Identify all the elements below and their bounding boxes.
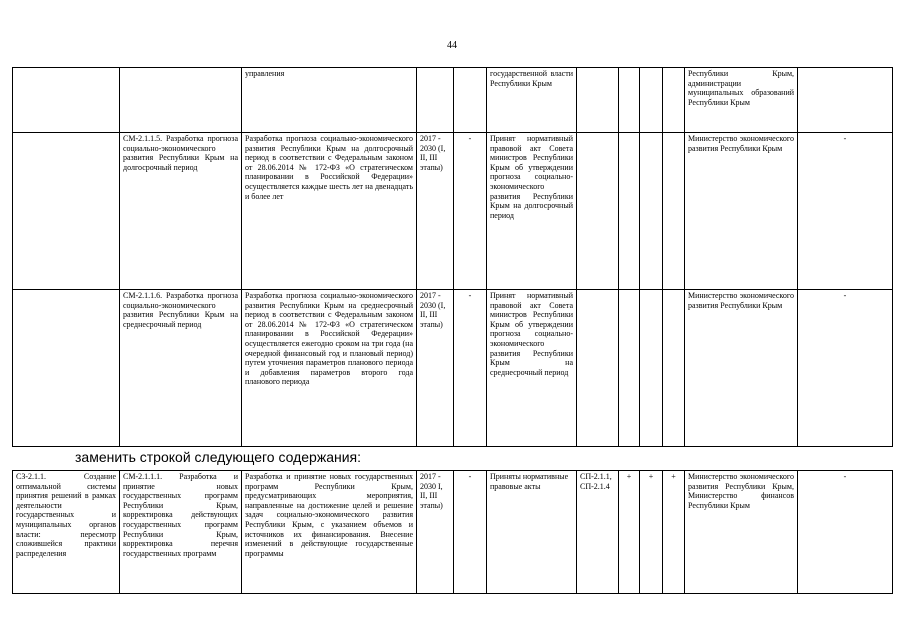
mark-cell-2: [640, 133, 663, 290]
result-cell: Принят нормативный правовой акт Совета министров Республики Крым об утверждении прогноза социально-экономического развития Республики Крым на среднесрочный период: [487, 290, 577, 447]
measure-cell: СМ-2.1.1.5. Разработка прогноза социально-экономического развития Республики Крым на долгосрочный период: [120, 133, 242, 290]
table-row: [13, 471, 893, 594]
mark-cell-3: [663, 68, 685, 133]
result-cell: Принят нормативный правовой акт Совета министров Республики Крым об утверждении прогноза социально-экономического развития Республики Крым на долгосрочный период: [487, 133, 577, 290]
result-cell: Приняты нормативные правовые акты: [487, 471, 577, 594]
program-code-cell: СП-2.1.1, СП-2.1.4: [577, 471, 619, 594]
plan-table-top: [12, 67, 893, 447]
mark-cell-3: +: [663, 471, 685, 594]
mark-cell-3: [663, 290, 685, 447]
description-cell: управления: [242, 68, 417, 133]
measure-cell: СМ-2.1.1.1. Разработка и принятие новых государственных программ Республики Крым, корректировка действующих государственных программ Республики Крым, корректировка перечня государственных программ: [120, 471, 242, 594]
table-row: [13, 290, 893, 447]
responsible-cell: Республики Крым, администрации муниципальных образований Республики Крым: [685, 68, 798, 133]
mark-cell-1: [619, 68, 640, 133]
stage-cell: -: [454, 133, 487, 290]
mark-cell-2: [640, 290, 663, 447]
page-number: 44: [447, 40, 457, 51]
responsible-cell: Министерство экономического развития Республики Крым: [685, 133, 798, 290]
goal-cell: СЗ-2.1.1. Создание оптимальной системы принятия решений в рамках деятельности государственных и муниципальных органов власти: пересмотр сложившейся практики распределения: [13, 471, 120, 594]
stage-cell: -: [454, 471, 487, 594]
measure-cell: СМ-2.1.1.6. Разработка прогноза социально-экономического развития Республики Крым на среднесрочный период: [120, 290, 242, 447]
responsible-cell: Министерство экономического развития Республики Крым: [685, 290, 798, 447]
mark-cell-1: [619, 290, 640, 447]
result-cell: государственной власти Республики Крым: [487, 68, 577, 133]
mark-cell-3: [663, 133, 685, 290]
stage-cell: -: [454, 290, 487, 447]
mark-cell-1: +: [619, 471, 640, 594]
program-code-cell: [577, 133, 619, 290]
note-cell: -: [798, 133, 893, 290]
replace-instruction: заменить строкой следующего содержания:: [75, 449, 362, 465]
program-code-cell: [577, 290, 619, 447]
period-cell: 2017 - 2030 I, II, III этапы): [417, 471, 454, 594]
description-cell: Разработка и принятие новых государственных программ Республики Крым, предусматривающих мероприятия, направленные на достижение целей и решение задач социально-экономического развития Республики Крым, с указанием объемов и источников их финансирования. Внесение изменений в действующие государственные программы: [242, 471, 417, 594]
note-cell: [798, 68, 893, 133]
mark-cell-2: [640, 68, 663, 133]
stage-cell: [454, 68, 487, 133]
description-cell: Разработка прогноза социально-экономического развития Республики Крым на долгосрочный период в соответствии с Федеральным законом от 28.06.2014 № 172-ФЗ «О стратегическом планировании в Российской Федерации» осуществляется каждые шесть лет на двенадцать и более лет: [242, 133, 417, 290]
goal-cell: [13, 68, 120, 133]
table-row: [13, 68, 893, 133]
mark-cell-1: [619, 133, 640, 290]
period-cell: 2017 - 2030 (I, II, III этапы): [417, 133, 454, 290]
program-code-cell: [577, 68, 619, 133]
description-cell: Разработка прогноза социально-экономического развития Республики Крым на среднесрочный период в соответствии с Федеральным законом от 28.06.2014 № 172-ФЗ «О стратегическом планировании в Российской Федерации» осуществляется ежегодно сроком на три года (на очередной финансовый год и плановый период) путем уточнения параметров планового периода и добавления параметров второго года планового периода: [242, 290, 417, 447]
measure-cell: [120, 68, 242, 133]
goal-cell: [13, 133, 120, 290]
note-cell: -: [798, 471, 893, 594]
period-cell: [417, 68, 454, 133]
period-cell: 2017 - 2030 (I, II, III этапы): [417, 290, 454, 447]
mark-cell-2: +: [640, 471, 663, 594]
table-row: [13, 133, 893, 290]
goal-cell: [13, 290, 120, 447]
plan-table-bottom: [12, 470, 893, 594]
note-cell: -: [798, 290, 893, 447]
responsible-cell: Министерство экономического развития Республики Крым, Министерство финансов Республики Крым: [685, 471, 798, 594]
